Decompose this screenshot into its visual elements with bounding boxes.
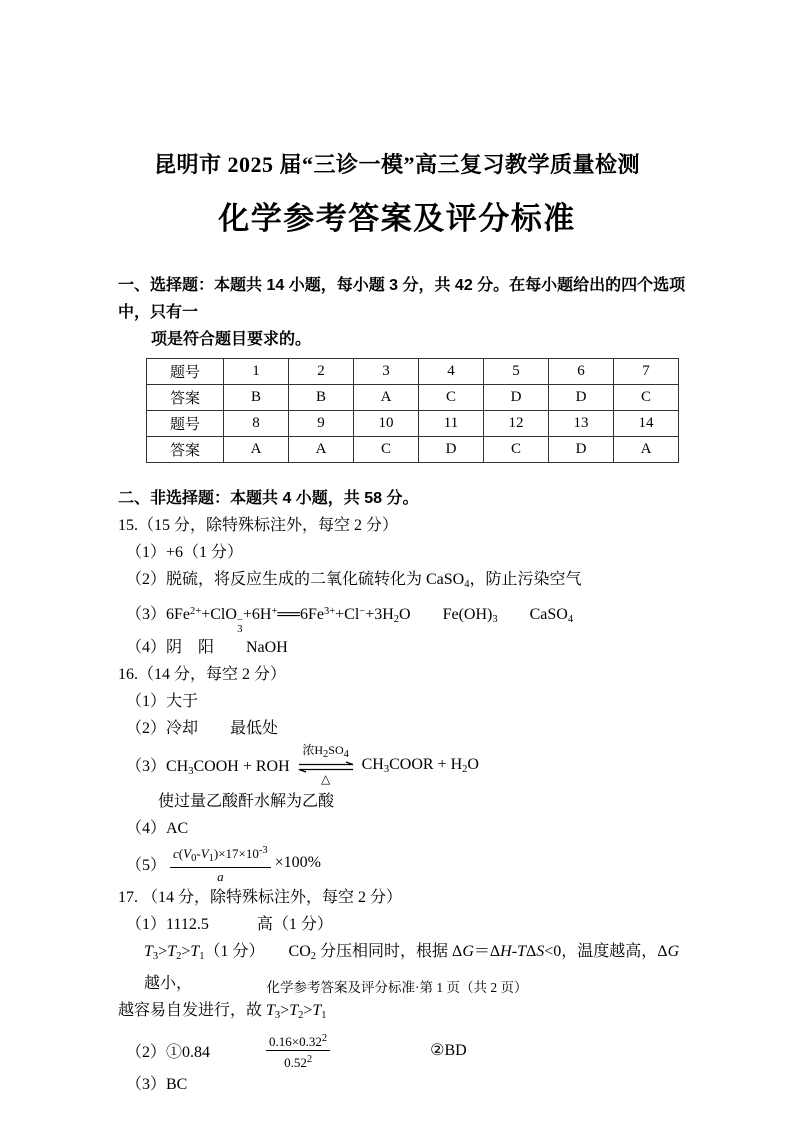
answer-table xyxy=(146,358,679,463)
table-cell: A xyxy=(224,437,289,463)
q15-item-3: $(3)6Fe^{2+}+ClO$ − 3 $+6H^+══6Fe^{3+}+Cl^-+3H_2O$ $Fe(OH)_3$ CaSO$_4$ xyxy=(126,606,574,635)
reaction-right-side: $CH_3COOR + H_2O$ xyxy=(357,755,479,775)
table-cell: 题号 xyxy=(147,359,224,385)
page-title: 化学参考答案及评分标准 xyxy=(218,201,576,236)
q17-item-2-part2: ②BD xyxy=(430,1042,467,1059)
q15-header: 15.（15 分，除特殊标注外，每空 2 分） xyxy=(118,517,399,534)
table-cell: 4 xyxy=(419,359,484,385)
q17-item-1-explanation-line1: $T_3>T_2>T_1(1$ 分） $CO_2$ 分压相同时，根据 ΔG＝ΔH-TΔS<0，温度越高，ΔG 越小， xyxy=(144,943,684,992)
page-footer: 化学参考答案及评分标准·第 1 页（共 2 页） xyxy=(266,980,528,995)
table-cell: 11 xyxy=(419,411,484,437)
section1-heading-line1: 一、选择题：本题共 14 小题，每小题 3 分，共 42 分。在每小题给出的四个选项中，只有一 xyxy=(118,277,686,321)
fraction-numerator: $c(V_0-V_1)\times 17\times 10^{-3}$ xyxy=(170,842,271,868)
table-cell: B xyxy=(224,385,289,411)
table-cell: A xyxy=(614,437,679,463)
q17-header: 17. （14 分，除特殊标注外，每空 2 分） xyxy=(118,889,403,906)
section2-heading: 二、非选择题：本题共 4 小题，共 58 分。 xyxy=(118,490,419,507)
fraction-denominator: a xyxy=(217,868,224,884)
table-cell: 7 xyxy=(614,359,679,385)
table-cell: A xyxy=(354,385,419,411)
table-cell: 题号 xyxy=(147,411,224,437)
fraction xyxy=(170,842,271,885)
table-cell: D xyxy=(419,437,484,463)
q15-item-4: （4）阴 阳 NaOH xyxy=(126,639,288,656)
q16-header: 16.（14 分，每空 2 分） xyxy=(118,666,287,683)
q16-item-3-note: 使过量乙酸酐水解为乙酸 xyxy=(158,793,335,810)
table-cell: 1 xyxy=(224,359,289,385)
table-cell: 5 xyxy=(484,359,549,385)
table-cell: 13 xyxy=(549,411,614,437)
q17-item-2-label: （2）①0.84 xyxy=(126,1043,211,1061)
q17-item-1-explanation-line2: 越容易自发进行，故 $T_3>T_2>T_1$ xyxy=(118,1002,327,1021)
table-row xyxy=(147,385,679,411)
q16-item-5-label: （5） xyxy=(126,856,167,874)
table-cell: 14 xyxy=(614,411,679,437)
table-row xyxy=(147,411,679,437)
exam-title: 昆明市 2025 届“三诊一模”高三复习教学质量检测 xyxy=(153,152,640,177)
answer-table-body xyxy=(147,359,679,463)
table-cell: 12 xyxy=(484,411,549,437)
fraction-numerator: $0.16\times 0.32^2$ xyxy=(266,1030,330,1051)
table-cell: 答案 xyxy=(147,437,224,463)
document-body xyxy=(118,272,686,1098)
q16-item-5-suffix: ×100% xyxy=(274,854,321,871)
table-cell: D xyxy=(484,385,549,411)
table-cell: C xyxy=(484,437,549,463)
table-cell: C xyxy=(419,385,484,411)
q16-item-3 xyxy=(118,742,686,788)
q16-item-1: （1）大于 xyxy=(126,693,199,710)
fraction-denominator: 0.52$^2$ xyxy=(284,1053,313,1070)
fraction xyxy=(266,1030,330,1071)
q16-item-2: （2）冷却 最低处 xyxy=(126,720,279,737)
table-cell: 9 xyxy=(289,411,354,437)
q15-item-1: （1）+6（1 分） xyxy=(126,544,244,561)
table-cell: B xyxy=(289,385,354,411)
table-cell: 答案 xyxy=(147,385,224,411)
table-cell: D xyxy=(549,437,614,463)
q16-item-4: （4）AC xyxy=(126,820,189,837)
table-cell: 2 xyxy=(289,359,354,385)
table-cell: 3 xyxy=(354,359,419,385)
q16-item-5 xyxy=(118,842,686,884)
table-row xyxy=(147,359,679,385)
table-cell: 6 xyxy=(549,359,614,385)
q17-item-3: （3）BC xyxy=(126,1076,188,1093)
equilibrium-condition xyxy=(297,744,355,786)
table-cell: D xyxy=(549,385,614,411)
reaction-condition-above: 浓H2SO4 xyxy=(302,743,349,760)
reaction-left-side: $(3)CH_3COOH$ + ROH xyxy=(126,758,294,777)
q17-item-1: （1）1112.5 高（1 分） xyxy=(126,916,333,933)
reaction-condition-below: △ xyxy=(321,772,331,786)
q17-item-2 xyxy=(118,1029,686,1071)
table-row xyxy=(147,437,679,463)
table-cell: C xyxy=(354,437,419,463)
table-cell: 10 xyxy=(354,411,419,437)
table-cell: 8 xyxy=(224,411,289,437)
table-cell: A xyxy=(289,437,354,463)
q15-item-2: （2）脱硫，将反应生成的二氧化硫转化为 CaSO$_4$，防止污染空气 xyxy=(126,571,582,590)
table-cell: C xyxy=(614,385,679,411)
section1-heading-line2: 项是符合题目要求的。 xyxy=(151,331,312,348)
